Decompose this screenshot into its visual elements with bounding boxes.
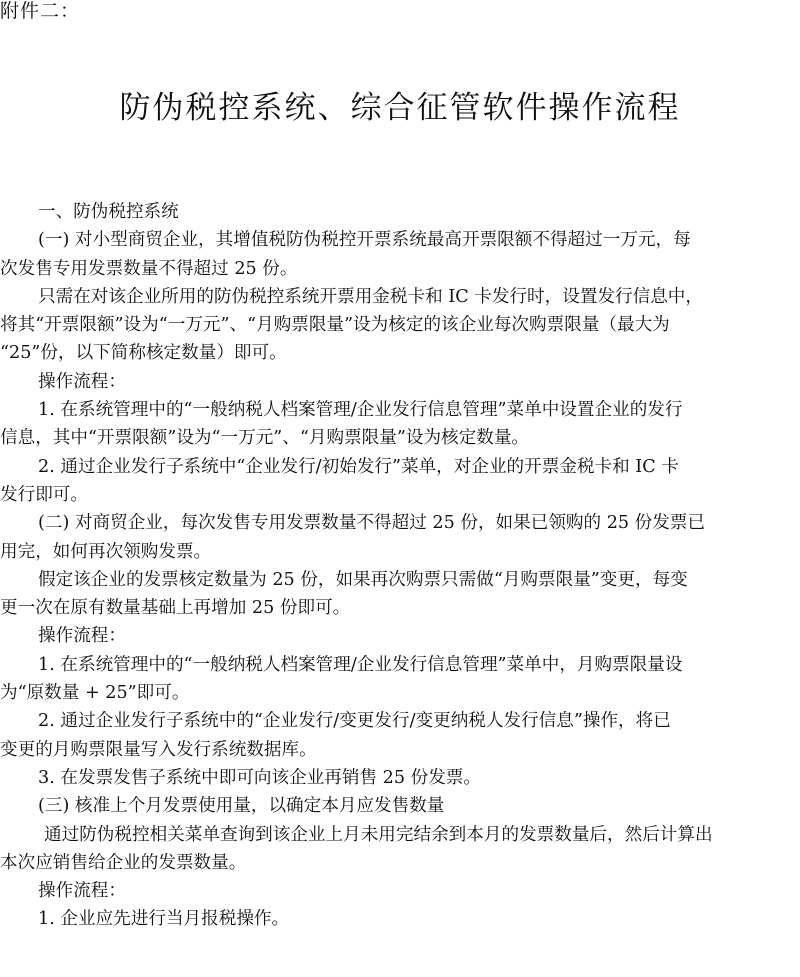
paragraph-line: 1. 在系统管理中的“一般纳税人档案管理/企业发行信息管理”菜单中，月购票限量设: [38, 654, 683, 675]
paragraph-line: (二) 对商贸企业，每次发售专用发票数量不得超过 25 份，如果已领购的 25 份发票已: [38, 513, 706, 534]
paragraph-line: 本次应销售给企业的发票数量。: [0, 852, 247, 873]
paragraph-line: 1. 在系统管理中的“一般纳税人档案管理/企业发行信息管理”菜单中设置企业的发行: [38, 400, 683, 421]
paragraph-line: 变更的月购票限量写入发行系统数据库。: [0, 739, 317, 760]
paragraph-line: 发行即可。: [0, 484, 88, 505]
attachment-label: 附件二：: [0, 0, 81, 22]
paragraph-line: 2. 通过企业发行子系统中的“企业发行/变更发行/变更纳税人发行信息”操作，将已: [38, 711, 671, 732]
paragraph-line: 2. 通过企业发行子系统中“企业发行/初始发行”菜单，对企业的开票金税卡和 IC 卡: [38, 456, 679, 477]
paragraph-line: 只需在对该企业所用的防伪税控系统开票用金税卡和 IC 卡发行时，设置发行信息中，: [38, 286, 703, 307]
paragraph-line: 为“原数量 + 25”即可。: [0, 683, 190, 704]
paragraph-line: “25”份，以下简称核定数量）即可。: [0, 343, 287, 364]
paragraph-line: (一) 对小型商贸企业，其增值税防伪税控开票系统最高开票限额不得超过一万元，每: [38, 230, 691, 251]
paragraph-line: 更一次在原有数量基础上再增加 25 份即可。: [0, 598, 351, 619]
paragraph-line: 信息，其中“开票限额”设为“一万元”、“月购票限量”设为核定数量。: [0, 428, 530, 449]
paragraph-line: 操作流程：: [38, 881, 126, 902]
document-body: [0, 198, 800, 934]
paragraph-line: 将其“开票限额”设为“一万元”、“月购票限量”设为核定的该企业每次购票限量（最大为: [0, 315, 670, 336]
paragraph-line: 操作流程：: [38, 371, 126, 392]
paragraph-line: 通过防伪税控相关菜单查询到该企业上月未用完结余到本月的发票数量后，然后计算出: [44, 824, 713, 845]
paragraph-line: 操作流程：: [38, 626, 126, 647]
paragraph-line: (三) 核准上个月发票使用量，以确定本月应发售数量: [38, 796, 445, 817]
paragraph-line: 一、防伪税控系统: [38, 202, 179, 222]
paragraph-line: 次发售专用发票数量不得超过 25 份。: [0, 258, 298, 279]
paragraph-line: 1. 企业应先进行当月报税操作。: [38, 909, 290, 930]
paragraph-line: 用完，如何再次领购发票。: [0, 541, 212, 562]
paragraph-line: 3. 在发票发售子系统中即可向该企业再销售 25 份发票。: [38, 767, 482, 788]
paragraph-line: 假定该企业的发票核定数量为 25 份，如果再次购票只需做“月购票限量”变更，每变: [38, 569, 688, 590]
document-title: 防伪税控系统、综合征管软件操作流程: [119, 90, 681, 126]
